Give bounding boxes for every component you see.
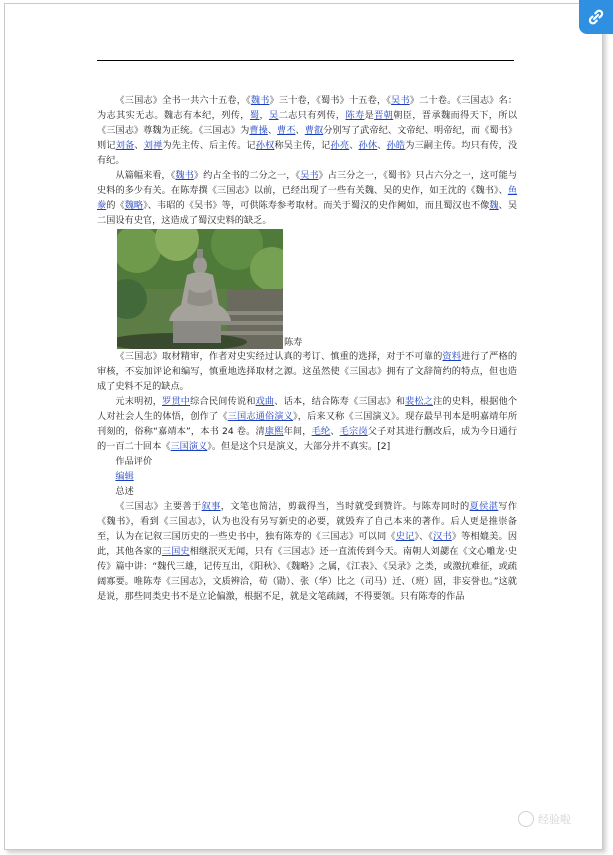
paragraph-text: 、 xyxy=(134,140,144,151)
paragraph-text: 》约占全书的二分之一，《 xyxy=(193,170,301,181)
paragraph-text: 《三国志》取材精审，作者对史实经过认真的考订、慎重的选择，对于不可靠的 xyxy=(115,351,443,362)
edit-link[interactable]: 编辑 xyxy=(115,471,134,482)
subsection-heading: 总述 xyxy=(115,486,134,497)
paragraph-text: 为先主传、后主传。记 xyxy=(162,140,256,151)
paragraph-text: 》、《 xyxy=(414,531,434,542)
inline-link[interactable]: 曹操 xyxy=(249,125,268,136)
paragraph-text: 》、韦昭的《吴书》等，可供陈寿参考取材。而关于蜀汉的史作阙如，而且蜀汉也不像 xyxy=(143,200,490,211)
inline-link[interactable]: 魏 xyxy=(489,200,499,211)
paragraph-text: 、 xyxy=(377,140,387,151)
inline-link[interactable]: 三国演义 xyxy=(170,441,208,452)
paragraph-text: 《三国志》主要善于 xyxy=(115,501,202,512)
inline-link[interactable]: 蜀 xyxy=(249,110,260,121)
paragraph-group-evaluation xyxy=(97,499,517,604)
inline-link[interactable]: 刘备 xyxy=(115,140,135,151)
paragraph-text: ，文笔也简洁，剪裁得当，当时就受到赞许。与陈寿同时的 xyxy=(220,501,470,512)
inline-link[interactable]: 陈寿 xyxy=(345,110,365,121)
paragraph xyxy=(97,349,517,394)
paragraph-group-sources xyxy=(97,349,517,454)
paragraph-text: 相继泯灭无闻，只有《三国志》还一直流传到今天。南朝人刘勰在《文心雕龙·史传》篇中讲：“魏代三雄，记传互出，《阳秋》、《魏略》之属，《江表》、《吴录》之类，或激抗难征，或疏阔寡要。唯陈寿《三国志》，文质辨洽，荀（勖）、张（华）比之（司马）迁、（班）固，非妄誉也。”这就是说，那些同类史书不是立论偏激，根据不足，就是文笔疏阔，不得要领。只有陈寿的作品 xyxy=(97,546,518,602)
inline-link[interactable]: 毛纶 xyxy=(311,426,331,437)
paragraph-text: 写作《魏书》，看到《三国志》，认为也没有另写新史的必要，就毁弃了自己本来的著作。后人更是推崇备至，认为在记叙三国历史的一些史书中，独有陈寿的《三国志》可以同《 xyxy=(97,501,518,542)
paragraph-text: 》等相媲美。因此，其他各家的 xyxy=(97,531,518,557)
paragraph-text: 年间， xyxy=(283,426,312,437)
inline-link[interactable]: 刘禅 xyxy=(143,140,163,151)
paragraph-text: 》三十卷，《蜀书》十五卷，《 xyxy=(269,95,392,106)
paragraph xyxy=(97,168,517,228)
watermark: 经验啦 xyxy=(518,811,571,827)
section-heading: 作品评价 xyxy=(115,456,153,467)
paragraph-text: 》，后来又称《三国演义》。现存最早刊本是明嘉靖年所刊刻的，俗称“嘉靖本”，本书 24 卷。清 xyxy=(97,411,518,437)
figure xyxy=(117,229,517,349)
inline-link[interactable]: 夏侯湛 xyxy=(469,501,499,512)
inline-link[interactable]: 魏书 xyxy=(250,95,270,106)
paragraph-text: 、 xyxy=(349,140,359,151)
paragraph-text: 是 xyxy=(364,110,375,121)
paragraph-text: 注的史料，根据他个人对社会人生的体悟，创作了《 xyxy=(97,396,518,422)
paragraph-group-intro xyxy=(97,93,517,228)
paragraph xyxy=(97,93,517,168)
paragraph-text: 、吴二国设有史官，这造成了蜀汉史料的缺乏。 xyxy=(97,200,518,226)
inline-link[interactable]: 吴书 xyxy=(300,170,319,181)
paragraph-text: 元末明初， xyxy=(115,396,163,407)
paragraph-text: 父子对其进行删改后，成为今日通行的一百二十回本《 xyxy=(97,426,518,452)
inline-link[interactable]: 鱼豢 xyxy=(97,185,517,211)
inline-link[interactable]: 孙亮 xyxy=(330,140,350,151)
inline-link[interactable]: 魏书 xyxy=(175,170,194,181)
paragraph-text: 进行了严格的审核，不妄加评论和编写，慎重地选择取材之源。这虽然使《三国志》拥有了文辞简约的特点，但也造成了史料不足的缺点。 xyxy=(97,351,518,392)
chen-shou-statue-photo xyxy=(117,229,283,349)
paragraph-text: 》占三分之一，《蜀书》只占六分之一，这可能与史料的多少有关。在陈寿撰《三国志》以前，已经出现了一些有关魏、吴的史作，如王沈的《魏书》、 xyxy=(97,170,518,196)
link-icon xyxy=(585,6,607,28)
inline-link[interactable]: 曹丕 xyxy=(277,125,296,136)
paragraph xyxy=(97,499,517,604)
inline-link[interactable]: 汉书 xyxy=(433,531,452,542)
section-edit-link-line xyxy=(97,469,517,484)
inline-link[interactable]: 魏略 xyxy=(124,200,144,211)
inline-link[interactable]: 裴松之 xyxy=(405,396,434,407)
paragraph-text: 综合民间传说和 xyxy=(190,396,256,407)
article-body xyxy=(97,93,517,604)
inline-link[interactable]: 叙事 xyxy=(201,501,221,512)
paragraph xyxy=(97,394,517,454)
inline-link[interactable]: 三国志通俗演义 xyxy=(227,411,294,422)
inline-link[interactable]: 资料 xyxy=(442,351,462,362)
paragraph-text: 从篇幅来看，《 xyxy=(115,170,176,181)
inline-link[interactable]: 孙休 xyxy=(358,140,378,151)
inline-link[interactable]: 孙权 xyxy=(255,140,275,151)
paragraph-text: 的《 xyxy=(106,200,125,211)
inline-link[interactable]: 三国史 xyxy=(161,546,190,557)
inline-link[interactable]: 吴书 xyxy=(391,95,410,106)
inline-link[interactable]: 曹叡 xyxy=(304,125,324,136)
inline-link[interactable]: 罗贯中 xyxy=(162,396,191,407)
paragraph-text: ， xyxy=(259,110,269,121)
paragraph-text: 二志只有列传， xyxy=(278,110,346,121)
paragraph-text: 称吴主传，记 xyxy=(274,140,331,151)
inline-link[interactable]: 吴 xyxy=(269,110,279,121)
paragraph-text: 《三国志》全书一共六十五卷，《 xyxy=(115,95,251,106)
header-rule xyxy=(97,60,514,61)
paragraph-text: 、 xyxy=(267,125,278,136)
paragraph-text: 》。但是这个只是演义，大部分并不真实。[2] xyxy=(207,441,391,452)
paragraph-text: 、 xyxy=(295,125,305,136)
photo-caption: 陈寿 xyxy=(284,337,303,348)
inline-link[interactable]: 毛宗岗 xyxy=(339,426,368,437)
paragraph-text: 、话本，结合陈寿《三国志》和 xyxy=(274,396,406,407)
watermark-logo-icon xyxy=(518,811,534,827)
inline-link[interactable]: 晋朝 xyxy=(374,110,394,121)
paragraph-text: 分别写了武帝纪、文帝纪、明帝纪，而《蜀书》则记 xyxy=(97,125,518,151)
inline-link[interactable]: 史记 xyxy=(395,531,415,542)
inline-link[interactable]: 康熙 xyxy=(264,426,284,437)
app-corner-badge[interactable] xyxy=(579,0,613,34)
paragraph-text: 、 xyxy=(330,426,340,437)
paragraph-text: 》二十卷。《三国志》名：为志其实无志。魏志有本纪，列传， xyxy=(97,95,518,121)
inline-link[interactable]: 孙皓 xyxy=(386,140,406,151)
paragraph-text: 朝臣，晋承魏而得天下，所以《三国志》尊魏为正统。《三国志》为 xyxy=(97,110,518,136)
inline-link[interactable]: 戏曲 xyxy=(255,396,275,407)
paragraph-text: 为三嗣主传。均只有传，没有纪。 xyxy=(97,140,518,166)
